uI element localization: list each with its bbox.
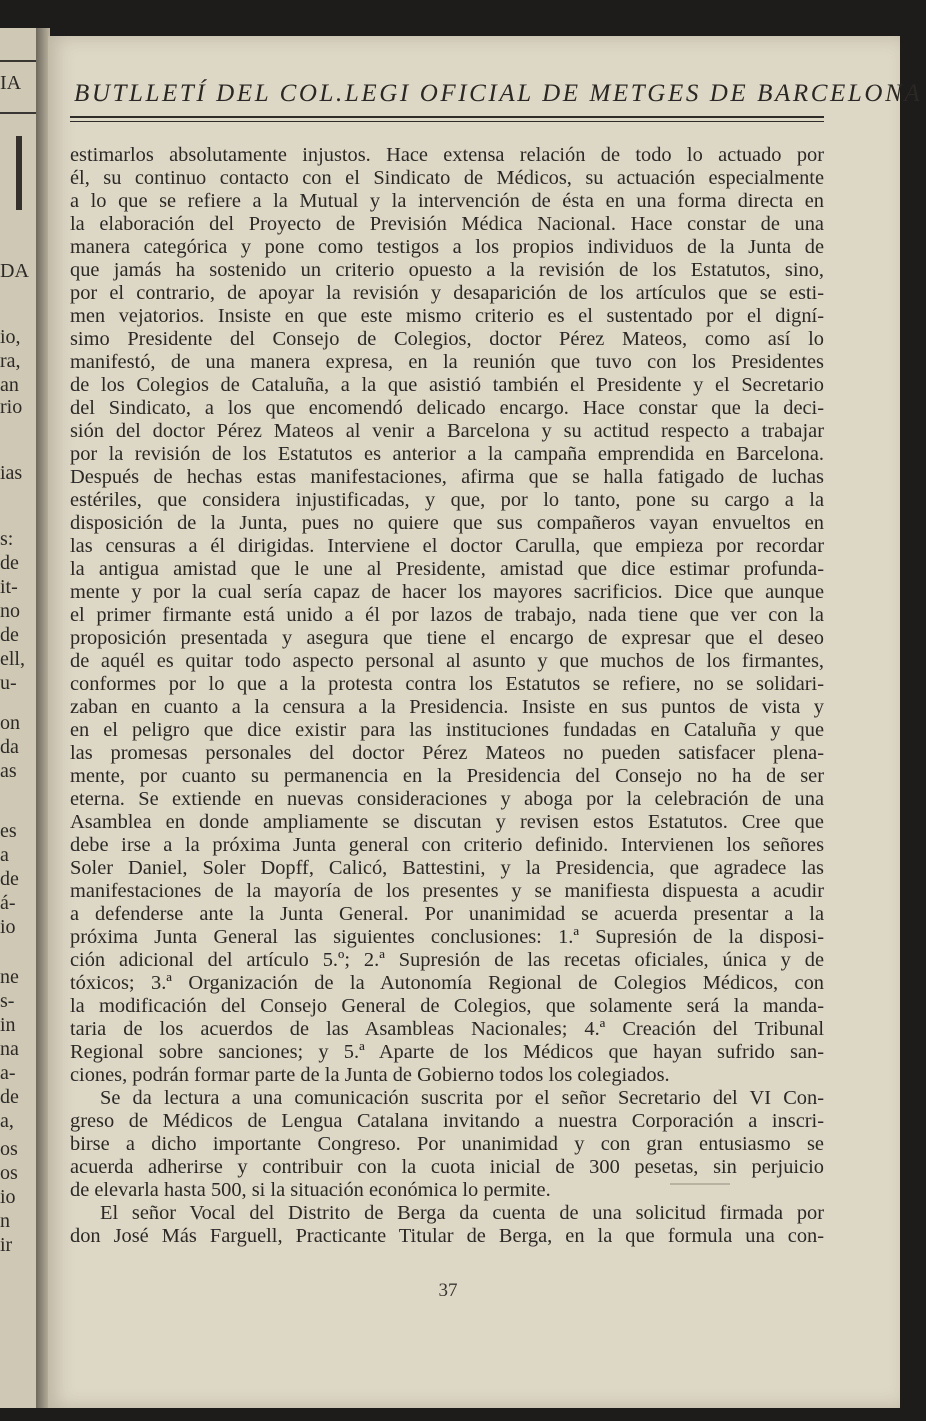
text-line: ciones, podrán formar parte de la Junta de Gobierno todos los colegiados. [70, 1064, 670, 1086]
text-line: men vejatorios. Insiste en que este mismo criterio es el sustentado por el digní- [70, 305, 824, 327]
text-line: disposición de la Junta, pues no quiere que sus compañeros vayan envueltos en [70, 512, 824, 534]
facing-page-rule [0, 112, 36, 114]
facing-page-edge [0, 28, 36, 1408]
facing-page-fragment: it- [0, 576, 18, 598]
running-header: BUTLLETÍ DEL COL.LEGI OFICIAL DE METGES DE BARCELONA [74, 80, 923, 107]
facing-page-fragment: io [0, 1186, 16, 1208]
facing-page-fragment: os [0, 1138, 18, 1160]
facing-page-fragment: na [0, 1038, 19, 1060]
facing-page-fragment: ell, [0, 648, 25, 670]
text-line: la modificación del Consejo General de Colegios, que solamente será la manda- [70, 995, 824, 1017]
text-line: a defenderse ante la Junta General. Por unanimidad se acuerda presentar a la [70, 903, 824, 925]
facing-page-fragment: an [0, 374, 19, 396]
text-line: el primer firmante está unido a él por lazos de trabajo, nada tiene que ver con la [70, 604, 824, 626]
text-line: la antigua amistad que le une al Presidente, amistad que dice estimar profunda- [70, 558, 824, 580]
text-line: él, su continuo contacto con el Sindicato de Médicos, su actuación especialmente [70, 167, 824, 189]
facing-page-fragment: a- [0, 1062, 16, 1084]
text-line: de aquél es quitar todo aspecto personal al asunto y que muchos de los firmantes, [70, 650, 824, 672]
text-line: sión del doctor Pérez Mateos al venir a Barcelona y su actitud respecto a trabajar [70, 420, 824, 442]
facing-page-fragment: ir [0, 1234, 13, 1256]
facing-page-fragment: da [0, 736, 19, 758]
facing-page-fragment: a, [0, 1110, 14, 1132]
text-line: de elevarla hasta 500, si la situación económica lo permite. [70, 1179, 551, 1201]
text-line: proposición presentada y asegura que tiene el encargo de expresar que el deseo [70, 627, 824, 649]
facing-page-fragment: ias [0, 462, 23, 484]
text-line: El señor Vocal del Distrito de Berga da cuenta de una solicitud firmada por [100, 1202, 824, 1224]
text-line: eterna. Se extiende en nuevas consideraciones y aboga por la celebración de una [70, 788, 824, 810]
text-line: estériles, que considera injustificadas, y que, por lo tanto, pone su cargo a la [70, 489, 824, 511]
text-line: del Sindicato, a los que encomendó delicado encargo. Hace constar que la deci- [70, 397, 824, 419]
text-line: manifestó, de una manera expresa, en la reunión que tuvo con los Presidentes [70, 351, 824, 373]
text-line: la elaboración del Proyecto de Previsión Médica Nacional. Hace constar de una [70, 213, 824, 235]
facing-page-fragment: in [0, 1014, 16, 1036]
facing-page-bar [16, 136, 22, 210]
facing-page-fragment: u- [0, 672, 17, 694]
text-line: Asamblea en donde ampliamente se discutan y revisen estos Estatutos. Cree que [70, 811, 824, 833]
text-line: manifestaciones de la mayoría de los presentes y se manifiesta dispuesta a acudir [70, 880, 824, 902]
facing-page-fragment: on [0, 712, 20, 734]
text-line: mente y por la cual sería capaz de hacer los mayores sacrificios. Dice que aunque [70, 581, 824, 603]
paragraph [70, 144, 824, 1087]
facing-page-fragment: ra, [0, 350, 21, 372]
facing-page-fragment: no [0, 600, 20, 622]
facing-page-fragment: a [0, 844, 9, 866]
facing-page-fragment: DA [0, 260, 29, 282]
facing-page-fragment: ne [0, 966, 19, 988]
facing-page-fragment: de [0, 624, 19, 646]
facing-page-fragment: á- [0, 892, 16, 914]
text-line: Soler Daniel, Soler Dopff, Calicó, Battestini, y la Presidencia, que agradece las [70, 857, 824, 879]
text-line: por el contrario, de apoyar la revisión y desaparición de los artículos que se esti- [70, 282, 824, 304]
facing-page-fragment: io, [0, 326, 21, 348]
text-line: zaban en cuanto a la censura a la Presidencia. Insiste en sus puntos de vista y [70, 696, 824, 718]
facing-page-fragment: IA [0, 72, 22, 94]
text-line: conformes por lo que a la protesta contra los Estatutos se refiere, no se solidari- [70, 673, 824, 695]
header-rule [70, 116, 824, 118]
text-line: Regional sobre sanciones; y 5.ª Aparte de los Médicos que hayan sufrido san- [70, 1041, 824, 1063]
facing-page-fragment: os [0, 1162, 18, 1184]
text-line: Se da lectura a una comunicación suscrita por el señor Secretario del VI Con- [100, 1087, 824, 1109]
text-line: estimarlos absolutamente injustos. Hace extensa relación de todo lo actuado por [70, 144, 824, 166]
facing-page-fragment: s: [0, 528, 14, 550]
facing-page-fragment: es [0, 820, 17, 842]
facing-page-fragment: as [0, 760, 17, 782]
ink-smudge [670, 1183, 730, 1185]
text-line: que jamás ha sostenido un criterio opuesto a la revisión de los Estatutos, sino, [70, 259, 824, 281]
text-line: por la revisión de los Estatutos es anterior a la campaña emprendida en Barcelona. [70, 443, 824, 465]
text-line: taria de los acuerdos de las Asambleas Nacionales; 4.ª Creación del Tribunal [70, 1018, 824, 1040]
text-line: mente, por cuanto su permanencia en la Presidencia del Consejo no ha de ser [70, 765, 824, 787]
facing-page-fragment: de [0, 552, 19, 574]
text-line: don José Más Farguell, Practicante Titular de Berga, en la que formula una con- [70, 1225, 824, 1247]
facing-page-fragment: rio [0, 396, 23, 418]
facing-page-rule [0, 60, 36, 62]
page-number: 37 [438, 1280, 458, 1301]
text-line: birse a dicho importante Congreso. Por unanimidad y con gran entusiasmo se [70, 1133, 824, 1155]
text-line: greso de Médicos de Lengua Catalana invitando a nuestra Corporación a inscri- [70, 1110, 824, 1132]
text-line: en el peligro que dice existir para las instituciones fundadas en Cataluña y que [70, 719, 824, 741]
facing-page-fragment: n [0, 1210, 10, 1232]
text-line: debe irse a la próxima Junta general con criterio definido. Intervienen los señores [70, 834, 824, 856]
text-line: tóxicos; 3.ª Organización de la Autonomía Regional de Colegios Médicos, con [70, 972, 824, 994]
facing-page-fragment: de [0, 1086, 19, 1108]
text-line: próxima Junta General las siguientes conclusiones: 1.ª Supresión de la disposi- [70, 926, 824, 948]
text-line: acuerda adherirse y contribuir con la cuota inicial de 300 pesetas, sin perjuicio [70, 1156, 824, 1178]
header-rule-thin [70, 121, 824, 122]
text-line: manera categórica y pone como testigos a los propios individuos de la Junta de [70, 236, 824, 258]
article-body [70, 144, 824, 1248]
text-line: a lo que se refiere a la Mutual y la intervención de ésta en una forma directa en [70, 190, 824, 212]
text-line: simo Presidente del Consejo de Colegios, doctor Pérez Mateos, como así lo [70, 328, 824, 350]
facing-page-fragment: io [0, 916, 16, 938]
paragraph [70, 1202, 824, 1248]
text-line: de los Colegios de Cataluña, a la que asistió también el Presidente y el Secretario [70, 374, 824, 396]
facing-page-fragment: s- [0, 990, 15, 1012]
text-line: ción adicional del artículo 5.º; 2.ª Supresión de las recetas oficiales, única y de [70, 949, 824, 971]
facing-page-fragment: de [0, 868, 19, 890]
document-page [48, 36, 923, 1408]
text-line: las censuras a él dirigidas. Interviene el doctor Carulla, que empieza por recordar [70, 535, 824, 557]
text-line: las promesas personales del doctor Pérez Mateos no pueden satisfacer plena- [70, 742, 824, 764]
text-line: Después de hechas estas manifestaciones, afirma que se halla fatigado de luchas [70, 466, 824, 488]
